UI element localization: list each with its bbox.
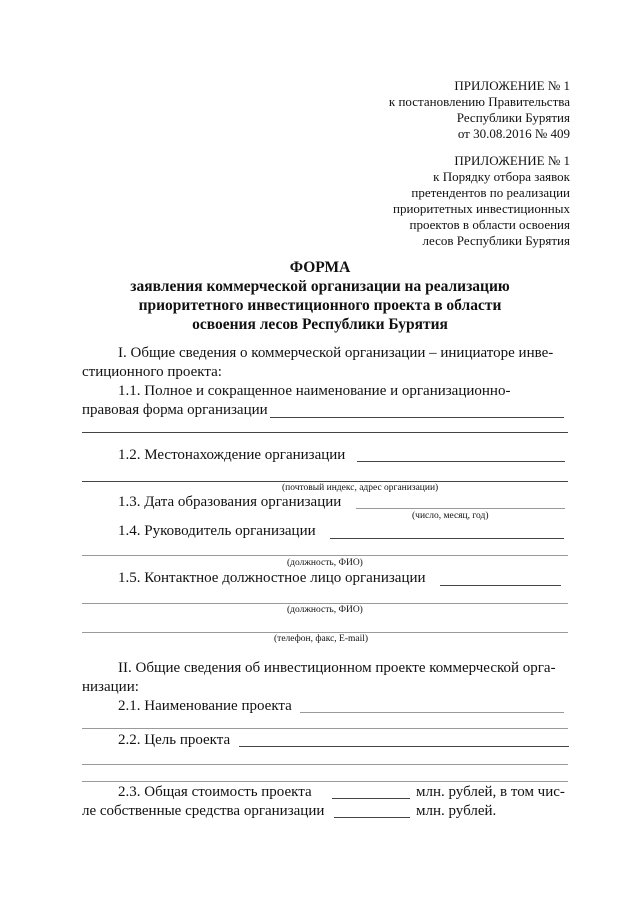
org-head-field[interactable]: [330, 538, 564, 539]
appendix1-line1: к постановлению Правительства: [388, 94, 570, 109]
item-1-5-label: 1.5. Контактное должностное лицо организации: [118, 570, 426, 586]
contact-person-field-continued[interactable]: [82, 603, 568, 604]
section1-heading-line2: стиционного проекта:: [82, 364, 222, 380]
project-total-cost-field[interactable]: [332, 798, 410, 799]
item-1-4-hint: (должность, ФИО): [287, 558, 363, 568]
appendix2-line1: к Порядку отбора заявок: [433, 169, 570, 184]
appendix2-title: ПРИЛОЖЕНИЕ № 1: [454, 153, 570, 168]
item-2-1-label: 2.1. Наименование проекта: [118, 698, 292, 714]
item-1-3-label: 1.3. Дата образования организации: [118, 494, 342, 510]
form-title-line1: заявления коммерческой организации на реализацию: [130, 278, 510, 295]
item-1-4-label: 1.4. Руководитель организации: [118, 523, 316, 539]
item-1-3-hint: (число, месяц, год): [412, 511, 489, 521]
section2-heading-line1: II. Общие сведения об инвестиционном проекте коммерческой орга-: [118, 660, 556, 676]
appendix1-line3: от 30.08.2016 № 409: [457, 126, 570, 141]
org-location-field-continued[interactable]: [82, 481, 568, 482]
item-1-5-hint2: (телефон, факс, E-mail): [274, 634, 369, 644]
appendix1-title: ПРИЛОЖЕНИЕ № 1: [454, 78, 570, 93]
item-1-1-line2: правовая форма организации: [82, 402, 268, 418]
org-founding-date-field[interactable]: [356, 508, 565, 509]
appendix2-line4: проектов в области освоения: [409, 217, 570, 232]
form-title-line3: освоения лесов Республики Бурятия: [192, 316, 448, 333]
own-funds-field[interactable]: [334, 817, 410, 818]
item-2-2-label: 2.2. Цель проекта: [118, 732, 231, 748]
section2-heading-line2: низации:: [82, 679, 139, 695]
project-name-field[interactable]: [300, 712, 564, 713]
org-head-field-continued[interactable]: [82, 555, 568, 556]
form-heading: ФОРМА: [289, 259, 351, 276]
org-name-field[interactable]: [270, 417, 564, 418]
item-1-2-label: 1.2. Местонахождение организации: [118, 447, 346, 463]
item-1-2-hint: (почтовый индекс, адрес организации): [282, 483, 439, 493]
project-goal-field-continued[interactable]: [82, 764, 568, 765]
contact-person-field[interactable]: [440, 585, 561, 586]
appendix2-line5: лесов Республики Бурятия: [422, 233, 570, 248]
item-2-3-part4: млн. рублей.: [416, 803, 497, 819]
item-2-3-part2: млн. рублей, в том чис-: [416, 784, 565, 800]
item-1-5-hint1: (должность, ФИО): [287, 605, 363, 615]
item-1-1-line1: 1.1. Полное и сокращенное наименование и организационно-: [118, 383, 511, 399]
org-location-field[interactable]: [357, 461, 565, 462]
project-goal-field-continued-2[interactable]: [82, 781, 568, 782]
project-goal-field[interactable]: [239, 746, 569, 747]
contact-details-field[interactable]: [82, 632, 568, 633]
item-2-3-part3: ле собственные средства организации: [82, 803, 325, 819]
project-name-field-continued[interactable]: [82, 728, 568, 729]
form-title-line2: приоритетного инвестиционного проекта в области: [138, 297, 502, 314]
item-2-3-part1: 2.3. Общая стоимость проекта: [118, 784, 312, 800]
appendix2-line2: претендентов по реализации: [411, 185, 570, 200]
org-name-field-continued[interactable]: [82, 432, 568, 433]
appendix1-line2: Республики Бурятия: [456, 110, 570, 125]
appendix2-line3: приоритетных инвестиционных: [393, 201, 570, 216]
section1-heading-line1: I. Общие сведения о коммерческой организации – инициаторе инве-: [118, 345, 554, 361]
